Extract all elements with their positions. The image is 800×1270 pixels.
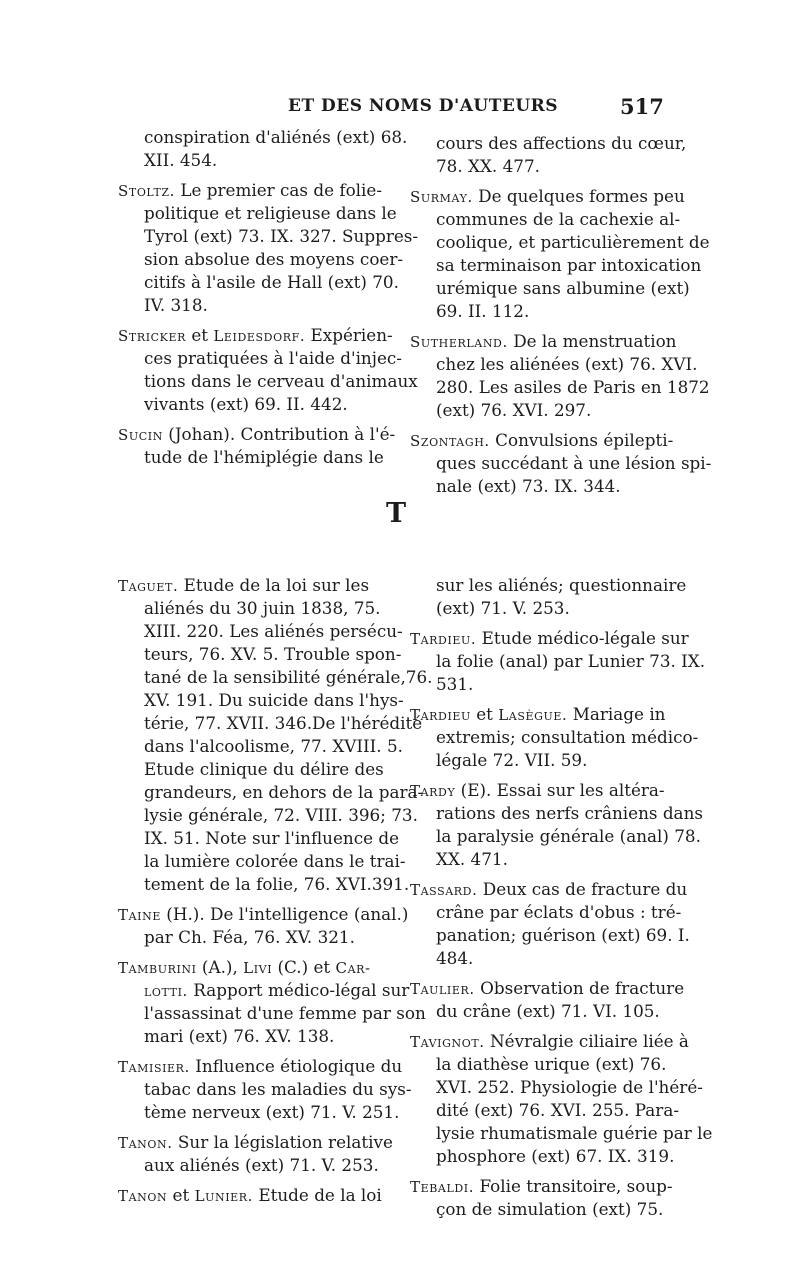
index-entry <box>118 1131 392 1177</box>
author-name: Surmay. <box>410 188 473 206</box>
author-name: Car- <box>335 959 371 977</box>
entry-text: Folie transitoire, soup- <box>474 1176 673 1196</box>
entry-text: tions dans le cerveau d'animaux <box>144 371 418 391</box>
entry-text: çon de simulation (ext) 75. <box>436 1199 664 1219</box>
entry-line <box>410 1198 674 1221</box>
entry-line <box>118 712 423 735</box>
author-name: Tanon. <box>118 1134 173 1152</box>
entry-line <box>410 1053 674 1076</box>
entry-text: sur les aliénés; questionnaire <box>436 575 687 595</box>
entry-line <box>118 666 433 689</box>
entry-text: XVI. 252. Physiologie de l'héré- <box>436 1077 703 1097</box>
index-entry <box>410 977 685 1023</box>
entry-text: la paralysie générale (anal) 78. <box>436 826 701 846</box>
entry-line <box>410 208 681 231</box>
author-name: Leidesdorf. <box>213 327 306 345</box>
index-entry <box>118 956 426 1048</box>
author-name: Tavignot. <box>410 1033 485 1051</box>
author-name: Sutherland. <box>410 333 508 351</box>
entry-line <box>118 126 408 149</box>
entry-line <box>410 650 706 673</box>
entry-line <box>410 878 688 901</box>
entry-line <box>410 231 710 254</box>
entry-text: Tyrol (ext) 73. IX. 327. Suppres- <box>144 226 419 246</box>
entry-line <box>118 873 410 896</box>
entry-line <box>410 947 674 970</box>
index-entry <box>410 185 710 323</box>
entry-line <box>118 1055 403 1078</box>
column-top-left <box>118 126 419 476</box>
entry-text: Etude clinique du délire des <box>144 759 384 779</box>
index-entry <box>410 703 699 772</box>
entry-text: légale 72. VII. 59. <box>436 750 588 770</box>
entry-text: 78. XX. 477. <box>436 156 540 176</box>
index-entry <box>410 878 690 970</box>
entry-line <box>410 627 689 650</box>
entry-text: ces pratiquées à l'aide d'injec- <box>144 348 402 368</box>
entry-text: sa terminaison par intoxication <box>436 255 702 275</box>
index-entry <box>410 779 703 871</box>
entry-text: chez les aliénées (ext) 76. XVI. <box>436 354 698 374</box>
entry-text: et <box>186 325 214 345</box>
entry-text: du crâne (ext) 71. VI. 105. <box>436 1001 660 1021</box>
entry-text: rations des nerfs crâniens dans <box>436 803 703 823</box>
entry-text: grandeurs, en dehors de la para- <box>144 782 424 802</box>
author-name: Tardieu <box>410 706 471 724</box>
entry-text: et <box>470 704 499 724</box>
page-number: 517 <box>620 94 664 119</box>
entry-line <box>410 1145 674 1168</box>
entry-text: tème nerveux (ext) 71. V. 251. <box>144 1102 400 1122</box>
entry-text: XX. 471. <box>436 849 508 869</box>
entry-line <box>410 185 685 208</box>
index-entry <box>410 330 710 422</box>
entry-line <box>118 446 392 469</box>
author-name: Taulier. <box>410 980 475 998</box>
entry-text: Le premier cas de folie- <box>175 180 383 200</box>
entry-line <box>410 574 687 597</box>
entry-line <box>118 1184 392 1207</box>
author-name: lotti. <box>144 982 188 1000</box>
index-entry <box>410 1175 674 1221</box>
entry-line <box>410 1076 703 1099</box>
entry-text: l'assassinat d'une femme par son <box>144 1003 426 1023</box>
entry-text: phosphore (ext) 67. IX. 319. <box>436 1146 675 1166</box>
entry-text: Observation de fracture <box>474 978 685 998</box>
entry-text: XII. 454. <box>144 150 218 170</box>
entry-text: Etude de la loi sur les <box>178 575 370 595</box>
entry-text: aux aliénés (ext) 71. V. 253. <box>144 1155 379 1175</box>
entry-text: Etude médico-légale sur <box>476 628 689 648</box>
entry-text: tement de la folie, 76. XVI.391. <box>144 874 410 894</box>
entry-line <box>118 347 402 370</box>
column-top-right <box>410 132 712 505</box>
entry-line <box>410 254 702 277</box>
running-title: ET DES NOMS D'AUTEURS <box>288 96 559 116</box>
entry-line <box>118 1101 400 1124</box>
entry-line <box>118 926 392 949</box>
entry-line <box>118 423 396 446</box>
entry-text: politique et religieuse dans le <box>144 203 397 223</box>
entry-text: teurs, 76. XV. 5. Trouble spon- <box>144 644 402 664</box>
entry-line <box>118 370 418 393</box>
entry-line <box>410 1122 713 1145</box>
index-entry <box>118 1055 412 1124</box>
entry-line <box>118 689 404 712</box>
index-entry <box>118 179 419 317</box>
entry-line <box>118 149 392 172</box>
entry-text: (A.), <box>196 957 244 977</box>
author-name: Tanon <box>118 1187 168 1205</box>
entry-text: De quelques formes peu <box>472 186 685 206</box>
entry-line <box>118 202 397 225</box>
entry-line <box>118 225 419 248</box>
entry-text: crâne par éclats d'obus : tré- <box>436 902 682 922</box>
entry-line <box>410 376 710 399</box>
entry-text: térie, 77. XVII. 346.De l'hérédité <box>144 713 423 733</box>
entry-text: panation; guérison (ext) 69. I. <box>436 925 690 945</box>
author-name: Szontagh. <box>410 432 490 450</box>
entry-line <box>410 1030 689 1053</box>
index-entry <box>118 324 418 416</box>
index-entry <box>410 132 687 178</box>
running-header <box>0 96 800 120</box>
entry-line <box>410 1000 674 1023</box>
author-name: Lasègue. <box>498 706 568 724</box>
entry-line <box>410 673 674 696</box>
entry-line <box>118 781 424 804</box>
author-name: Tamisier. <box>118 1058 190 1076</box>
entry-text: XV. 191. Du suicide dans l'hys- <box>144 690 404 710</box>
section-letter: T <box>386 498 407 529</box>
entry-line <box>410 452 712 475</box>
entry-line <box>410 300 674 323</box>
entry-line <box>410 901 682 924</box>
index-entry <box>118 903 409 949</box>
entry-text: 280. Les asiles de Paris en 1872 <box>436 377 710 397</box>
entry-line <box>410 779 674 802</box>
entry-text: Névralgie ciliaire liée à <box>484 1031 689 1051</box>
entry-text: dans l'alcoolisme, 77. XVIII. 5. <box>144 736 403 756</box>
entry-text: (H.). De l'intelligence (anal.) <box>160 904 409 924</box>
entry-line <box>410 825 701 848</box>
entry-text: tané de la sensibilité générale,76. <box>144 667 433 687</box>
entry-text: extremis; consultation médico- <box>436 727 699 747</box>
entry-line <box>118 179 392 202</box>
entry-text: nale (ext) 73. IX. 344. <box>436 476 621 496</box>
entry-text: communes de la cachexie al- <box>436 209 681 229</box>
entry-text: sion absolue des moyens coer- <box>144 249 404 269</box>
entry-line <box>118 294 392 317</box>
entry-text: urémique sans albumine (ext) <box>436 278 690 298</box>
entry-text: conspiration d'aliénés (ext) 68. <box>144 127 408 147</box>
entry-text: la folie (anal) par Lunier 73. IX. <box>436 651 706 671</box>
entry-line <box>410 399 674 422</box>
author-name: Taine <box>118 906 161 924</box>
entry-line <box>410 429 674 452</box>
author-name: Lunier. <box>194 1187 254 1205</box>
entry-line <box>118 735 403 758</box>
entry-text: dité (ext) 76. XVI. 255. Para- <box>436 1100 680 1120</box>
entry-line <box>410 924 690 947</box>
entry-line <box>410 977 685 1000</box>
entry-text: XIII. 220. Les aliénés persécu- <box>144 621 403 641</box>
author-name: Tardy <box>410 782 456 800</box>
entry-line <box>118 1078 412 1101</box>
index-entry <box>118 423 396 469</box>
entry-line <box>118 620 403 643</box>
entry-line <box>410 1175 674 1198</box>
entry-line <box>118 956 392 979</box>
entry-text: tabac dans les maladies du sys- <box>144 1079 412 1099</box>
entry-text: ques succédant à une lésion spi- <box>436 453 712 473</box>
entry-line <box>410 749 674 772</box>
author-name: Taguet. <box>118 577 179 595</box>
index-entry <box>410 627 706 696</box>
entry-text: et <box>167 1185 195 1205</box>
index-entry <box>410 1030 713 1168</box>
entry-line <box>118 574 392 597</box>
entry-text: tude de l'hémiplégie dans le <box>144 447 384 467</box>
entry-line <box>118 324 392 347</box>
entry-text: (E). Essai sur les altéra- <box>455 780 665 800</box>
author-name: Stricker <box>118 327 186 345</box>
entry-line <box>118 271 399 294</box>
entry-line <box>118 827 400 850</box>
entry-text: citifs à l'asile de Hall (ext) 70. <box>144 272 399 292</box>
entry-text: cours des affections du cœur, <box>436 133 687 153</box>
entry-text: De la menstruation <box>507 331 677 351</box>
entry-line <box>118 850 406 873</box>
entry-line <box>410 1099 680 1122</box>
entry-line <box>410 475 674 498</box>
entry-text: la lumière colorée dans le trai- <box>144 851 406 871</box>
entry-text: la diathèse urique (ext) 76. <box>436 1054 667 1074</box>
index-entry <box>410 429 712 498</box>
author-name: Tebaldi. <box>410 1178 475 1196</box>
entry-line <box>410 802 703 825</box>
entry-line <box>410 597 674 620</box>
entry-text: (C.) et <box>272 957 336 977</box>
entry-line <box>410 353 698 376</box>
entry-text: Etude de la loi <box>253 1185 382 1205</box>
entry-line <box>118 1002 426 1025</box>
entry-text: coolique, et particulièrement de <box>436 232 710 252</box>
index-entry <box>410 574 687 620</box>
entry-text: (Johan). Contribution à l'é- <box>162 424 396 444</box>
entry-line <box>118 979 410 1002</box>
entry-text: Rapport médico-légal sur <box>187 980 410 1000</box>
entry-line <box>118 1025 392 1048</box>
entry-line <box>118 1131 392 1154</box>
entry-text: Influence étiologique du <box>189 1056 403 1076</box>
entry-text: par Ch. Féa, 76. XV. 321. <box>144 927 355 947</box>
entry-line <box>118 903 409 926</box>
entry-text: Convulsions épilepti- <box>489 430 674 450</box>
entry-text: 484. <box>436 948 474 968</box>
entry-text: IV. 318. <box>144 295 208 315</box>
entry-text: (ext) 71. V. 253. <box>436 598 570 618</box>
entry-text: lysie générale, 72. VIII. 396; 73. <box>144 805 418 825</box>
author-name: Tardieu. <box>410 630 477 648</box>
index-entry <box>118 126 408 172</box>
entry-line <box>118 393 392 416</box>
entry-line <box>410 155 674 178</box>
entry-line <box>118 248 404 271</box>
author-name: Sucin <box>118 426 163 444</box>
entry-line <box>118 597 392 620</box>
entry-line <box>410 848 674 871</box>
column-bottom-right <box>410 574 713 1228</box>
author-name: Tassard. <box>410 881 478 899</box>
index-entry <box>118 1184 392 1207</box>
entry-line <box>410 132 687 155</box>
entry-text: (ext) 76. XVI. 297. <box>436 400 592 420</box>
entry-text: Mariage in <box>567 704 666 724</box>
author-name: Tamburini <box>118 959 197 977</box>
entry-text: mari (ext) 76. XV. 138. <box>144 1026 335 1046</box>
entry-line <box>410 277 690 300</box>
entry-text: vivants (ext) 69. II. 442. <box>144 394 348 414</box>
author-name: Stoltz. <box>118 182 175 200</box>
entry-line <box>410 703 674 726</box>
entry-line <box>118 1154 392 1177</box>
entry-line <box>410 330 677 353</box>
entry-text: Deux cas de fracture du <box>477 879 688 899</box>
entry-line <box>118 804 418 827</box>
entry-text: Expérien- <box>305 325 393 345</box>
entry-text: 69. II. 112. <box>436 301 530 321</box>
entry-text: lysie rhumatismale guérie par le <box>436 1123 713 1143</box>
entry-line <box>118 758 392 781</box>
entry-text: 531. <box>436 674 474 694</box>
author-name: Livi <box>243 959 273 977</box>
entry-text: IX. 51. Note sur l'influence de <box>144 828 400 848</box>
entry-line <box>118 643 402 666</box>
entry-text: aliénés du 30 juin 1838, 75. <box>144 598 381 618</box>
entry-text: Sur la législation relative <box>172 1132 393 1152</box>
entry-line <box>410 726 699 749</box>
